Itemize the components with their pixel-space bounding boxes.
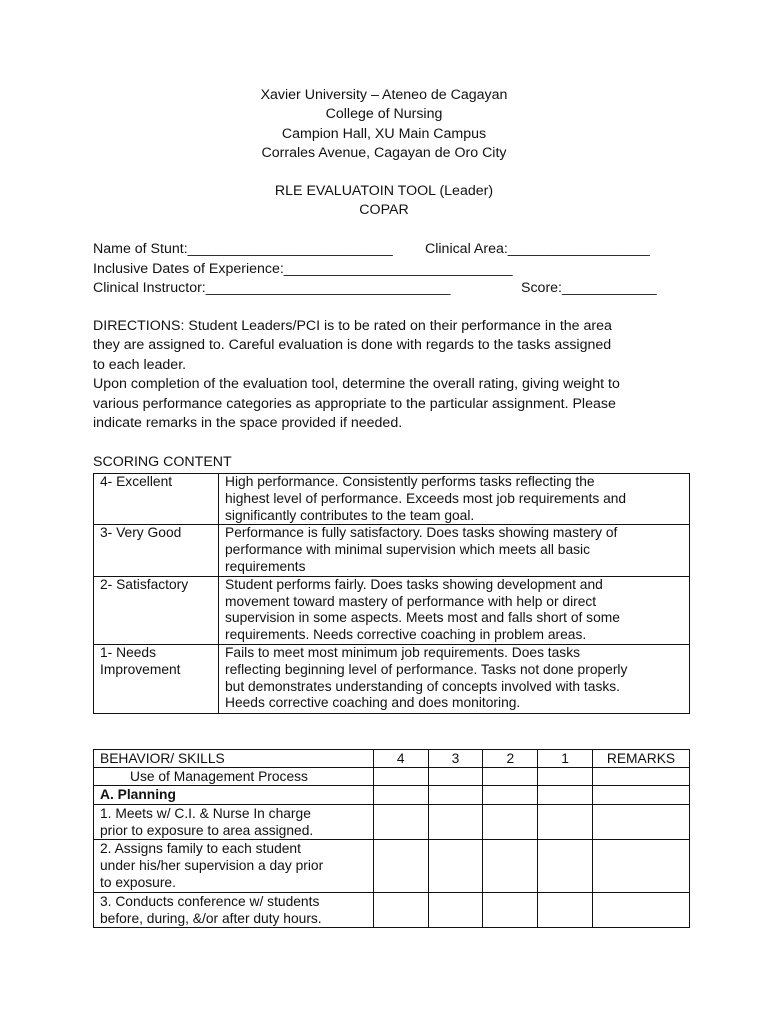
table-row <box>94 576 690 644</box>
description-line: movement toward mastery of performance with help or direct <box>225 593 597 609</box>
table-row <box>94 768 690 786</box>
remarks-cell[interactable] <box>593 804 690 839</box>
behavior-skills-table <box>93 749 690 928</box>
skill-item-line: to exposure. <box>100 875 176 891</box>
rating-cell[interactable] <box>538 768 593 786</box>
campus-address: Corrales Avenue, Cagayan de Oro City <box>261 145 507 161</box>
table-row <box>94 525 690 576</box>
student-name-field[interactable]: Name of Stunt:__________________________ <box>93 241 393 257</box>
clinical-instructor-field[interactable]: Clinical Instructor:_______________________________ <box>93 280 451 296</box>
description-line: supervision in some aspects. Meets most and falls short of some <box>225 610 620 626</box>
description-line: Heeds corrective coaching and does monitoring. <box>225 695 521 711</box>
description-line: Fails to meet most minimum job requirements. Does tasks <box>225 644 581 660</box>
score-level-text: 3- Very Good <box>100 525 182 541</box>
score-level <box>94 474 219 525</box>
skill-item-line: 1. Meets w/ C.I. & Nurse In charge <box>100 805 311 821</box>
table-row <box>94 892 690 927</box>
rating-1-header: 1 <box>538 750 593 768</box>
inclusive-dates-field[interactable]: Inclusive Dates of Experience:_____________________________ <box>93 261 513 277</box>
section-planning <box>94 786 374 804</box>
remarks-cell[interactable] <box>593 840 690 893</box>
score-level <box>94 525 219 576</box>
description-line: performance with minimal supervision which meets all basic <box>225 542 590 558</box>
skill-item-line: prior to exposure to area assigned. <box>100 822 314 838</box>
rating-cell[interactable] <box>538 786 593 804</box>
description-line: highest level of performance. Exceeds most job requirements and <box>225 490 627 506</box>
college-name: College of Nursing <box>325 106 443 122</box>
description-line: Performance is fully satisfactory. Does tasks showing mastery of <box>225 525 618 541</box>
description-line: but demonstrates understanding of concepts involved with tasks. <box>225 678 620 694</box>
rating-cell[interactable] <box>483 768 538 786</box>
score-description <box>219 525 690 576</box>
remarks-cell[interactable] <box>593 892 690 927</box>
section-name: . Planning <box>109 787 176 803</box>
score-level <box>94 644 219 713</box>
rating-cell[interactable] <box>428 804 483 839</box>
rating-cell[interactable] <box>373 768 428 786</box>
remarks-cell[interactable] <box>593 768 690 786</box>
rating-cell[interactable] <box>428 892 483 927</box>
description-line: significantly contributes to the team goal. <box>225 507 475 523</box>
skill-item-line: 2. Assigns family to each student <box>100 841 301 857</box>
skill-item <box>94 840 374 893</box>
skill-item-line: before, during, &/or after duty hours. <box>100 910 322 926</box>
rating-2-header: 2 <box>483 750 538 768</box>
rating-cell[interactable] <box>428 786 483 804</box>
scoring-table <box>93 473 690 714</box>
behavior-skills-header: BEHAVIOR/ SKILLS <box>94 750 374 768</box>
score-level-text: 2- Satisfactory <box>100 576 189 592</box>
directions-line: Upon completion of the evaluation tool, determine the overall rating, giving weight to <box>93 376 620 393</box>
rating-cell[interactable] <box>483 892 538 927</box>
description-line: reflecting beginning level of performance. Tasks not done properly <box>225 661 628 677</box>
table-row <box>94 786 690 804</box>
rating-cell[interactable] <box>483 804 538 839</box>
description-line: requirements. Needs corrective coaching in problem areas. <box>225 627 587 643</box>
table-row <box>94 840 690 893</box>
score-level <box>94 576 219 644</box>
directions-line: they are assigned to. Careful evaluation is done with regards to the tasks assigned <box>93 337 612 354</box>
table-header-row <box>94 750 690 768</box>
university-name: Xavier University – Ateneo de Cagayan <box>260 87 508 103</box>
description-line: requirements <box>225 558 306 574</box>
directions-line: DIRECTIONS: Student Leaders/PCI is to be rated on their performance in the area <box>93 318 612 334</box>
rating-4-header: 4 <box>373 750 428 768</box>
table-row <box>94 474 690 525</box>
document-subtitle: COPAR <box>359 202 409 218</box>
rating-cell[interactable] <box>428 768 483 786</box>
document-title: RLE EVALUATOIN TOOL (Leader) <box>274 183 494 199</box>
score-level-text: 1- Needs <box>100 644 156 660</box>
directions-paragraph <box>93 317 693 433</box>
score-field[interactable]: Score:____________ <box>521 280 657 296</box>
score-level-text: 4- Excellent <box>100 474 173 489</box>
skill-item <box>94 804 374 839</box>
directions-line: various performance categories as appropriate to the particular assignment. Please <box>93 395 616 412</box>
directions-line: to each leader. <box>93 356 187 373</box>
remarks-cell[interactable] <box>593 786 690 804</box>
description-line: Student performs fairly. Does tasks showing development and <box>225 576 603 592</box>
process-label: Use of Management Process <box>94 768 374 786</box>
skill-item <box>94 892 374 927</box>
rating-cell[interactable] <box>373 804 428 839</box>
skill-item-line: 3. Conducts conference w/ students <box>100 893 320 909</box>
score-description <box>219 576 690 644</box>
rating-3-header: 3 <box>428 750 483 768</box>
remarks-header: REMARKS <box>593 750 690 768</box>
skill-item-line: under his/her supervision a day prior <box>100 858 324 874</box>
score-description <box>219 474 690 525</box>
rating-cell[interactable] <box>538 892 593 927</box>
rating-cell[interactable] <box>538 840 593 893</box>
scoring-heading: SCORING CONTENT <box>93 454 232 470</box>
rating-cell[interactable] <box>373 840 428 893</box>
rating-cell[interactable] <box>373 786 428 804</box>
rating-cell[interactable] <box>373 892 428 927</box>
rating-cell[interactable] <box>428 840 483 893</box>
rating-cell[interactable] <box>483 840 538 893</box>
description-line: High performance. Consistently performs tasks reflecting the <box>225 474 595 489</box>
campus-name: Campion Hall, XU Main Campus <box>281 126 487 142</box>
rating-cell[interactable] <box>538 804 593 839</box>
table-row <box>94 644 690 713</box>
table-row <box>94 804 690 839</box>
rating-cell[interactable] <box>483 786 538 804</box>
score-level-text: Improvement <box>100 661 181 677</box>
score-description <box>219 644 690 713</box>
directions-line: indicate remarks in the space provided if needed. <box>93 415 403 432</box>
section-letter: A <box>100 787 110 803</box>
clinical-area-field[interactable]: Clinical Area:__________________ <box>425 241 650 257</box>
